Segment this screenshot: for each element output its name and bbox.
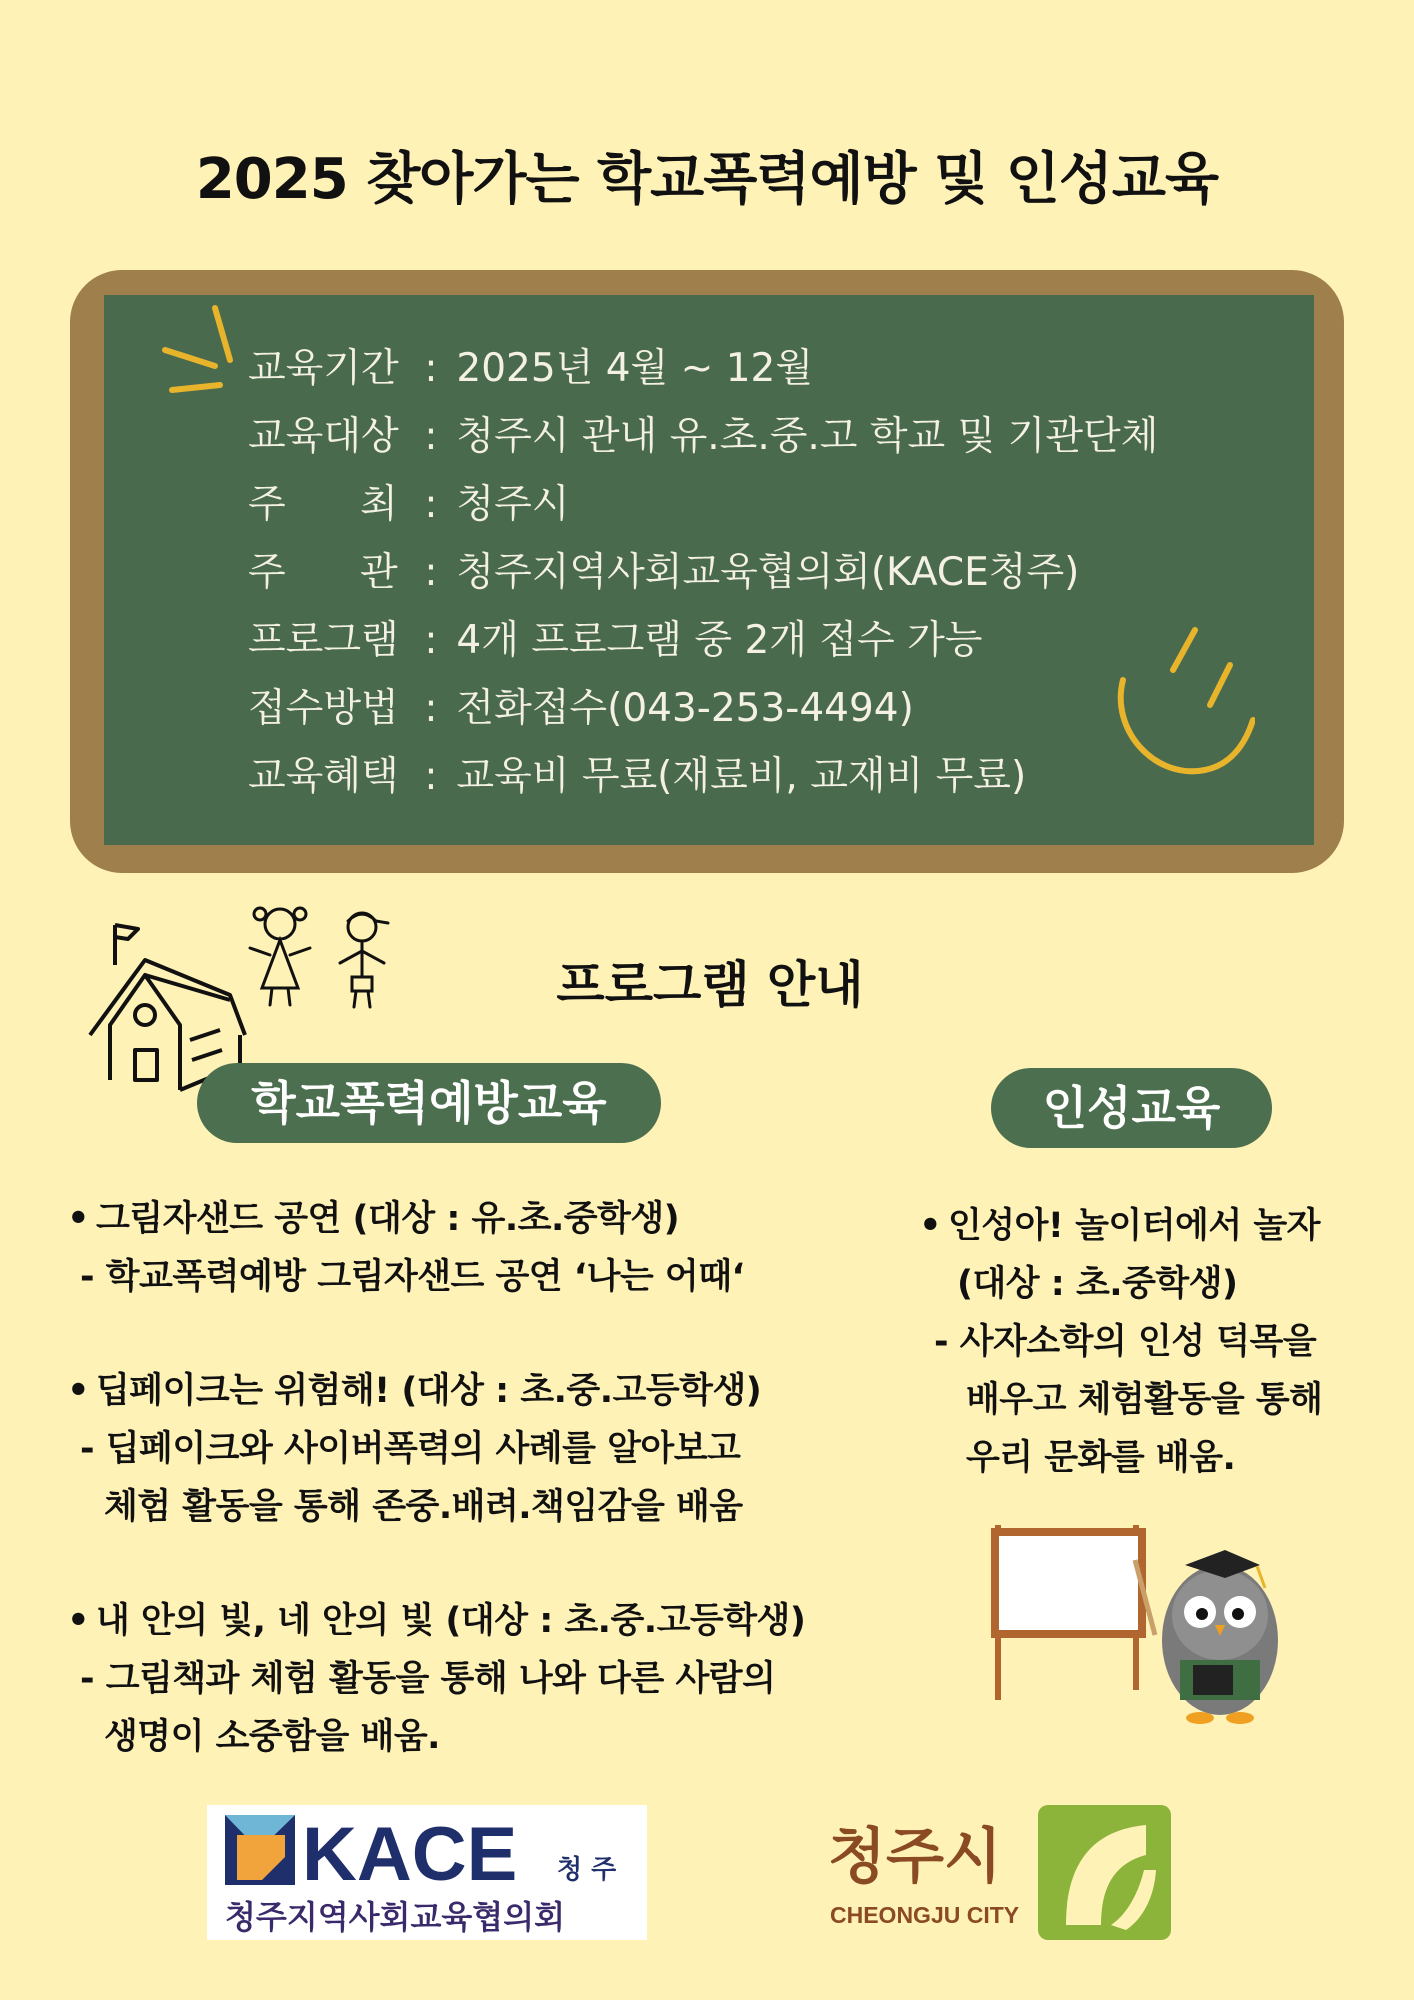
program-title: 인성아! 놀이터에서 놀자 xyxy=(948,1206,1320,1246)
page-title: 2025 찾아가는 학교폭력예방 및 인성교육 xyxy=(195,147,1219,212)
kace-logo-small-text: 청 주 xyxy=(557,1855,617,1885)
program-title: 그림자샌드 공연 (대상 : 유.초.중학생) xyxy=(96,1199,680,1239)
info-row xyxy=(248,335,1158,403)
category-pill-character: 인성교육 xyxy=(991,1068,1272,1148)
info-row xyxy=(248,743,1158,811)
cheongju-logo-text: 청주시 xyxy=(828,1822,1002,1892)
program-title: 내 안의 빛, 네 안의 빛 (대상 : 초.중.고등학생) xyxy=(96,1601,806,1641)
program-target: (대상 : 초.중학생) xyxy=(957,1264,1238,1304)
school-violence-program-list xyxy=(60,1190,860,1766)
info-value: 청주지역사회교육협의회(KACE청주) xyxy=(456,550,1080,595)
info-separator: : xyxy=(424,482,438,527)
info-row xyxy=(248,675,1158,743)
program-title: 딥페이크는 위험해! (대상 : 초.중.고등학생) xyxy=(96,1371,762,1411)
program-desc: 생명이 소중함을 배움. xyxy=(104,1717,440,1757)
info-separator: : xyxy=(424,618,438,663)
kace-logo-graphic xyxy=(207,1805,647,1940)
program-desc: 배우고 체험활동을 통해 xyxy=(966,1380,1323,1420)
owl-teacher-icon xyxy=(985,1520,1300,1725)
info-value: 교육비 무료(재료비, 교재비 무료) xyxy=(456,754,1027,799)
character-program-list xyxy=(912,1197,1382,1487)
info-value: 청주시 xyxy=(456,482,570,527)
info-value: 전화접수(043-253-4494) xyxy=(456,686,914,731)
program-desc: 체험 활동을 통해 존중.배려.책임감을 배움 xyxy=(104,1487,743,1527)
info-value: 2025년 4월 ~ 12월 xyxy=(456,346,813,391)
info-row xyxy=(248,607,1158,675)
program-desc: - 그림책과 체험 활동을 통해 나와 다른 사람의 xyxy=(80,1659,776,1699)
bullet-icon: • xyxy=(67,1371,89,1411)
program-desc: - 학교폭력예방 그림자샌드 공연 ‘나는 어때‘ xyxy=(80,1257,745,1297)
program-desc: 우리 문화를 배움. xyxy=(966,1438,1236,1478)
info-row xyxy=(248,403,1158,471)
info-label: 교육기간 xyxy=(248,346,399,391)
info-row xyxy=(248,539,1158,607)
info-label: 교육혜택 xyxy=(248,754,399,799)
info-separator: : xyxy=(424,686,438,731)
info-label: 주 관 xyxy=(248,550,398,595)
kace-logo-text: KACE xyxy=(302,1812,518,1897)
list-item xyxy=(60,1190,860,1306)
info-label: 주 최 xyxy=(248,482,398,527)
bullet-icon: • xyxy=(67,1199,89,1239)
cheongju-city-logo xyxy=(826,1805,1174,1940)
program-section-title: 프로그램 안내 xyxy=(556,956,864,1014)
bullet-icon: • xyxy=(67,1601,89,1641)
info-value: 4개 프로그램 중 2개 접수 가능 xyxy=(456,618,983,663)
program-desc: - 딥페이크와 사이버폭력의 사례를 알아보고 xyxy=(80,1429,741,1469)
program-desc: - 사자소학의 인성 덕목을 xyxy=(934,1322,1317,1362)
info-separator: : xyxy=(424,550,438,595)
bullet-icon: • xyxy=(919,1206,941,1246)
info-label: 교육대상 xyxy=(248,414,399,459)
girl-doodle-icon xyxy=(240,900,320,1015)
info-value: 청주시 관내 유.초.중.고 학교 및 기관단체 xyxy=(456,414,1159,459)
chalk-sparkle-icon xyxy=(160,300,250,410)
info-list xyxy=(248,335,1158,811)
kace-logo-subtitle: 청주지역사회교육협의회 xyxy=(225,1898,566,1936)
info-separator: : xyxy=(424,754,438,799)
cheongju-logo-english: CHEONGJU CITY xyxy=(830,1902,1020,1928)
category-pill-school-violence: 학교폭력예방교육 xyxy=(197,1063,661,1143)
info-separator: : xyxy=(424,414,438,459)
info-row xyxy=(248,471,1158,539)
boy-doodle-icon xyxy=(330,905,400,1015)
info-label: 접수방법 xyxy=(248,686,399,731)
cheongju-logo-graphic xyxy=(826,1805,1174,1940)
list-item xyxy=(60,1592,860,1766)
info-label: 프로그램 xyxy=(248,618,399,663)
info-separator: : xyxy=(424,346,438,391)
kace-logo xyxy=(207,1805,647,1940)
list-item xyxy=(60,1362,860,1536)
